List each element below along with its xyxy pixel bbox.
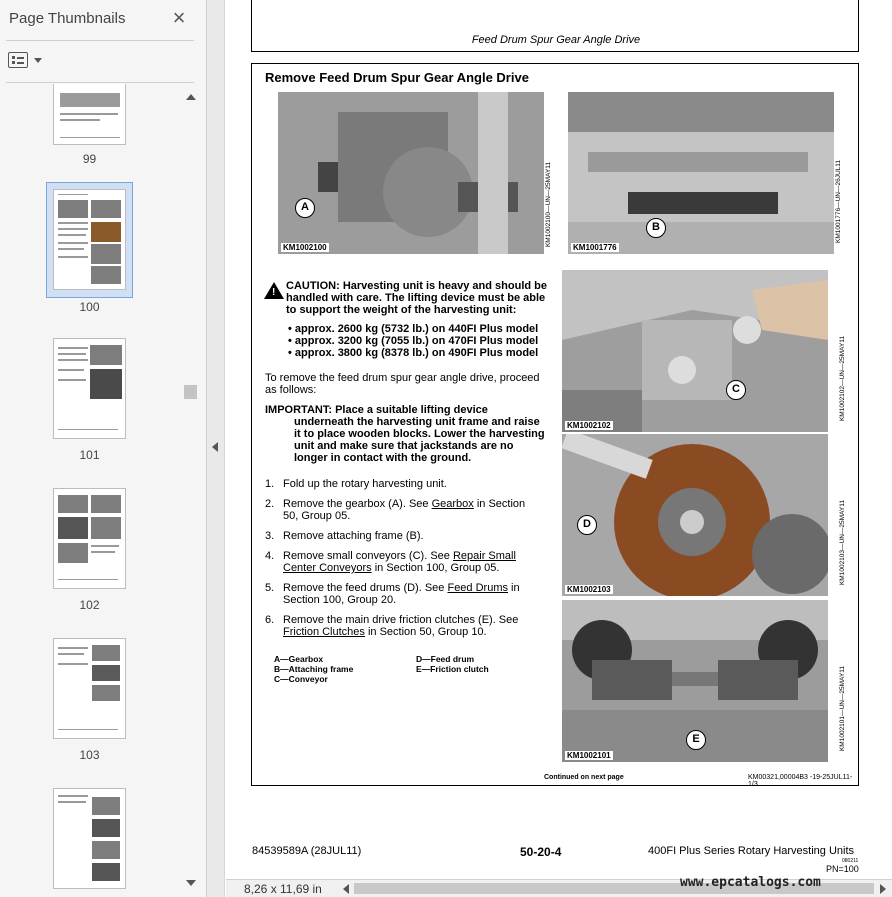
- legend-item: C—Conveyor: [274, 674, 328, 684]
- friction-clutches-link[interactable]: Friction Clutches: [283, 626, 365, 638]
- footer-part-number: 84539589A (28JUL11): [252, 845, 362, 857]
- thumbnail-image: [53, 189, 126, 290]
- thumbnail-options-button[interactable]: [8, 52, 44, 70]
- watermark: www.epcatalogs.com: [680, 875, 821, 890]
- chevron-down-icon: [34, 58, 42, 63]
- thumbnail-image: [53, 788, 126, 889]
- photo-gearbox: [278, 92, 544, 254]
- important-line-4: unit and make sure that jackstands are no: [294, 440, 514, 452]
- page-header-box: [251, 0, 859, 52]
- step-number: 3.: [265, 530, 275, 542]
- scrollbar-thumb[interactable]: [184, 385, 197, 399]
- legend-item: B—Attaching frame: [274, 664, 354, 674]
- section-title: Remove Feed Drum Spur Gear Angle Drive: [265, 70, 529, 85]
- step-text: Friction Clutches in Section 50, Group 10.: [283, 626, 487, 638]
- photo-caption: KM1001776: [573, 243, 617, 252]
- intro-line-2: as follows:: [265, 384, 317, 396]
- thumbnail-label: 99: [82, 152, 97, 166]
- thumbnail-image: [53, 338, 126, 439]
- important-line-2: underneath the harvesting unit frame and raise: [294, 416, 540, 428]
- thumbnail-image: [53, 638, 126, 739]
- photo-caption: KM1002103: [567, 585, 611, 594]
- feed-drums-link[interactable]: Feed Drums: [447, 582, 508, 594]
- thumbnails-title: Page Thumbnails: [9, 10, 126, 27]
- panel-collapse-strip[interactable]: [207, 0, 225, 897]
- thumbnail-label: 102: [79, 598, 100, 612]
- caution-line-2: handled with care. The lifting device must be able: [286, 292, 546, 304]
- photo-feed-drum: [562, 434, 828, 596]
- step-text: Remove small conveyors (C). See Repair Small: [283, 550, 516, 562]
- footer-title: 400FI Plus Series Rotary Harvesting Units: [648, 845, 855, 857]
- intro-line-1: To remove the feed drum spur gear angle drive, proceed: [265, 372, 540, 384]
- photo-attaching-frame: [568, 92, 834, 254]
- step-number: 1.: [265, 478, 275, 490]
- photo-side-caption: KM1002103—UN—25MAY11: [839, 500, 846, 586]
- thumbnail-label: 100: [79, 300, 100, 314]
- legend-item: D—Feed drum: [416, 654, 475, 664]
- photo-caption: KM1002100: [283, 243, 327, 252]
- thumbnail-list: [0, 84, 182, 892]
- collapse-panel-icon[interactable]: [212, 442, 218, 452]
- step-text: Remove attaching frame (B).: [283, 530, 424, 542]
- repair-conveyors-link[interactable]: Center Conveyors: [283, 562, 372, 574]
- thumbnail-image: [53, 488, 126, 589]
- caution-line-1: CAUTION: Harvesting unit is heavy and should be: [286, 280, 547, 292]
- photo-caption: KM1002102: [567, 421, 611, 430]
- callout-a: A: [295, 198, 315, 218]
- photo-side-caption: KM1002102—UN—25MAY11: [839, 336, 846, 422]
- important-line-1: IMPORTANT: Place a suitable lifting device: [265, 404, 488, 416]
- legend-item: E—Friction clutch: [416, 664, 489, 674]
- document-page: [226, 0, 892, 879]
- page-size-readout: 8,26 x 11,69 in: [244, 882, 322, 896]
- thumbnail-scrollbar[interactable]: [183, 90, 199, 890]
- step-text: Fold up the rotary harvesting unit.: [283, 478, 447, 490]
- scroll-right-icon[interactable]: [880, 884, 886, 894]
- step-number: 4.: [265, 550, 275, 562]
- callout-c: C: [726, 380, 746, 400]
- step-text: Section 100, Group 20.: [283, 594, 397, 606]
- step-text: Remove the main drive friction clutches (E). See: [283, 614, 519, 626]
- photo-caption: KM1002101: [567, 751, 611, 760]
- step-number: 5.: [265, 582, 275, 594]
- step-text: Remove the feed drums (D). See Feed Drums in: [283, 582, 520, 594]
- caution-bullet: • approx. 3800 kg (8378 lb.) on 490FI Plus model: [288, 347, 539, 359]
- step-text: 50, Group 05.: [283, 510, 351, 522]
- photo-side-caption: KM1002101—UN—25MAY11: [839, 666, 846, 752]
- thumbnails-panel: [0, 0, 207, 897]
- legend-item: A—Gearbox: [274, 654, 324, 664]
- warning-icon: !: [264, 282, 284, 299]
- footer-date-code: 080211: [842, 858, 859, 864]
- photo-conveyors: [562, 270, 828, 432]
- callout-d: D: [577, 515, 597, 535]
- footer-pn: PN=100: [826, 864, 859, 874]
- doc-code: KM00321,00004B3 -19-25JUL11-1/3: [748, 774, 853, 788]
- scroll-up-icon[interactable]: [186, 94, 196, 100]
- important-line-3: it to place wooden blocks. Lower the harvesting: [294, 428, 545, 440]
- caution-bullet: • approx. 2600 kg (5732 lb.) on 440FI Plus model: [288, 323, 539, 335]
- thumbnail-label: 101: [79, 448, 100, 462]
- scroll-down-icon[interactable]: [186, 880, 196, 886]
- continued-note: Continued on next page: [544, 774, 624, 781]
- step-text: Center Conveyors in Section 100, Group 05.: [283, 562, 500, 574]
- step-number: 6.: [265, 614, 275, 626]
- content-box: [251, 63, 859, 786]
- caution-line-3: to support the weight of the harvesting unit:: [286, 304, 517, 316]
- divider: [6, 82, 194, 83]
- callout-b: B: [646, 218, 666, 238]
- list-options-icon: [8, 52, 28, 68]
- caution-bullet: • approx. 3200 kg (7055 lb.) on 470FI Plus model: [288, 335, 539, 347]
- repair-conveyors-link[interactable]: Repair Small: [452, 550, 516, 562]
- step-text: Remove the gearbox (A). See Gearbox in Section: [283, 498, 526, 510]
- divider: [6, 40, 194, 41]
- close-icon[interactable]: ×: [172, 5, 186, 30]
- thumbnails-header: [0, 0, 207, 40]
- thumbnail-image: [53, 84, 126, 145]
- thumbnail-label: 103: [79, 748, 100, 762]
- footer-page-number: 50-20-4: [520, 845, 562, 859]
- step-number: 2.: [265, 498, 275, 510]
- photo-side-caption: KM1001776—UN—26JUL11: [835, 160, 842, 243]
- important-line-5: longer in contact with the ground.: [294, 452, 472, 464]
- callout-e: E: [686, 730, 706, 750]
- page-header-title: Feed Drum Spur Gear Angle Drive: [471, 34, 641, 46]
- scroll-left-icon[interactable]: [343, 884, 349, 894]
- gearbox-link[interactable]: Gearbox: [431, 498, 474, 510]
- photo-side-caption: KM1002100—UN—25MAY11: [545, 162, 552, 248]
